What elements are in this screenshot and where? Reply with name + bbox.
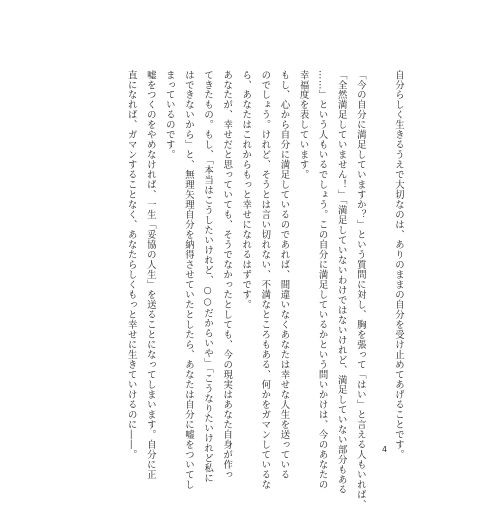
text-column: もし、心から自分に満足しているのであれば、間違いなくあなたは幸せな人生を送っている bbox=[278, 70, 290, 480]
text-column: はできないから」と、無理矢理自分を納得させていたとしたら、あなたは自分に嘘をついてし bbox=[182, 70, 194, 490]
body-text bbox=[122, 70, 408, 510]
text-column: 嘘をつくのをやめなければ、一生「妥協の人生」を送ることになってしまいます。自分に正 bbox=[144, 70, 156, 480]
text-column: ら、あなたはこれからもっと幸せになれるはずです。 bbox=[240, 70, 252, 310]
paragraph-break bbox=[370, 70, 389, 410]
text-column: あなたが、幸せだと思っていても、そうでなかったとしても、今の現実はあなた自身が作っ bbox=[221, 70, 233, 480]
text-column: 自分らしく生きるうえで大切なのは、ありのままの自分を受け止めてあげることです。 bbox=[393, 70, 404, 460]
text-column: 直になれば、ガマンすることなく、あなたらしくもっと幸せに生きていけるのに――。 bbox=[125, 70, 137, 460]
text-column: のでしょう。けれど、そうとは言い切れない、不満なところもある、何かをガマンしているな bbox=[259, 70, 271, 490]
text-column: 幸福度を表しています。 bbox=[297, 70, 309, 180]
page-number: 4 bbox=[382, 445, 388, 454]
text-column: ……」という人もいるでしょう。この自分に満足しているかという問いかけは、今のあなたの bbox=[316, 70, 328, 490]
text-column: まっているのです。 bbox=[163, 70, 175, 160]
text-column: 「今の自分に満足していますか？」という質問に対し、胸を張って「はい」と言える人もいれば、 bbox=[354, 70, 366, 510]
text-column: 「全然満足していません！」「満足していないわけではないけれど、満足していない部分もある bbox=[335, 70, 347, 495]
text-column: てきたもの。もし、「本当はこうしたいけれど、○○だからいや」「こうなりたいけれど私に bbox=[202, 70, 214, 484]
